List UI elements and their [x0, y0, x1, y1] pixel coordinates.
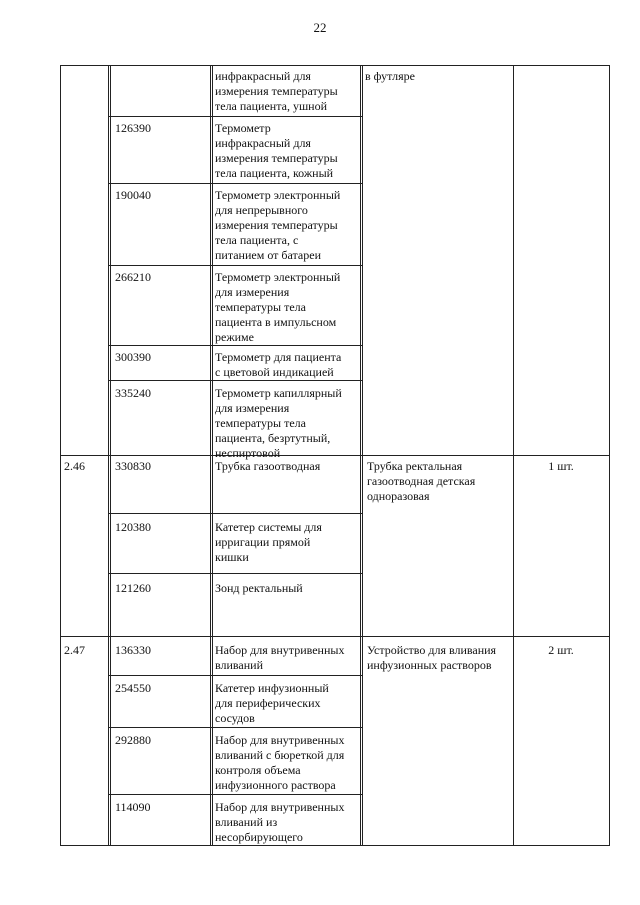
cell-code: 335240 — [115, 386, 151, 400]
table-rule — [108, 794, 362, 795]
cell-name: инфракрасный для измерения температуры тела пациента, ушной — [215, 69, 338, 113]
table-rule — [212, 65, 213, 846]
table-rule — [108, 675, 362, 676]
cell-name: Катетер системы для ирригации прямой кишки — [215, 520, 322, 564]
table-rule — [60, 636, 609, 637]
cell-code: 330830 — [115, 459, 151, 473]
table-rule — [609, 65, 610, 846]
cell-code: 126390 — [115, 121, 151, 135]
cell-name: Зонд ректальный — [215, 581, 303, 595]
cell-code: 266210 — [115, 270, 151, 284]
cell-name: Термометр электронный для непрерывного измерения температуры тела пациента, с питанием от батареи — [215, 188, 341, 262]
cell-number: 2.46 — [64, 459, 85, 473]
cell-name: Термометр капиллярный для измерения температуры тела пациента, безртутный, неспиртовой — [215, 386, 342, 460]
cell-description: Трубка ректальная газоотводная детская одноразовая — [367, 459, 476, 503]
table-rule — [362, 65, 363, 846]
cell-number: 2.47 — [64, 643, 85, 657]
cell-name: Набор для внутривенных вливаний — [215, 643, 345, 672]
cell-code: 120380 — [115, 520, 151, 534]
table-rule — [108, 380, 362, 381]
table-rule — [60, 845, 609, 846]
cell-code: 121260 — [115, 581, 151, 595]
cell-code: 300390 — [115, 350, 151, 364]
table-rule — [210, 65, 211, 846]
cell-description: в футляре — [365, 69, 415, 83]
table-rule — [108, 573, 362, 574]
cell-name: Термометр инфракрасный для измерения температуры тела пациента, кожный — [215, 121, 338, 180]
table-rule — [108, 265, 362, 266]
cell-code: 292880 — [115, 733, 151, 747]
cell-quantity: 2 шт. — [548, 643, 574, 657]
cell-quantity: 1 шт. — [548, 459, 574, 473]
cell-name: Набор для внутривенных вливаний из несорбирующего — [215, 800, 345, 844]
table-rule — [360, 65, 361, 846]
cell-name: Трубка газоотводная — [215, 459, 321, 473]
table-rule — [60, 65, 609, 66]
table-rule — [513, 65, 514, 846]
page-number: 22 — [313, 20, 327, 35]
table-rule — [108, 183, 362, 184]
cell-code: 136330 — [115, 643, 151, 657]
cell-code: 254550 — [115, 681, 151, 695]
cell-description: Устройство для вливания инфузионных растворов — [367, 643, 497, 672]
table-rule — [108, 65, 109, 846]
table-rule — [60, 65, 61, 846]
table-rule — [108, 513, 362, 514]
cell-code: 114090 — [115, 800, 151, 814]
table-rule — [108, 727, 362, 728]
table-rule — [108, 345, 362, 346]
cell-code: 190040 — [115, 188, 151, 202]
table-rule — [110, 65, 111, 846]
cell-name: Термометр для пациента с цветовой индикацией — [215, 350, 342, 379]
cell-name: Набор для внутривенных вливаний с бюреткой для контроля объема инфузионного раствора — [215, 733, 345, 792]
cell-name: Катетер инфузионный для периферических сосудов — [215, 681, 329, 725]
cell-name: Термометр электронный для измерения температуры тела пациента в импульсном режиме — [215, 270, 341, 344]
table-rule — [108, 116, 362, 117]
